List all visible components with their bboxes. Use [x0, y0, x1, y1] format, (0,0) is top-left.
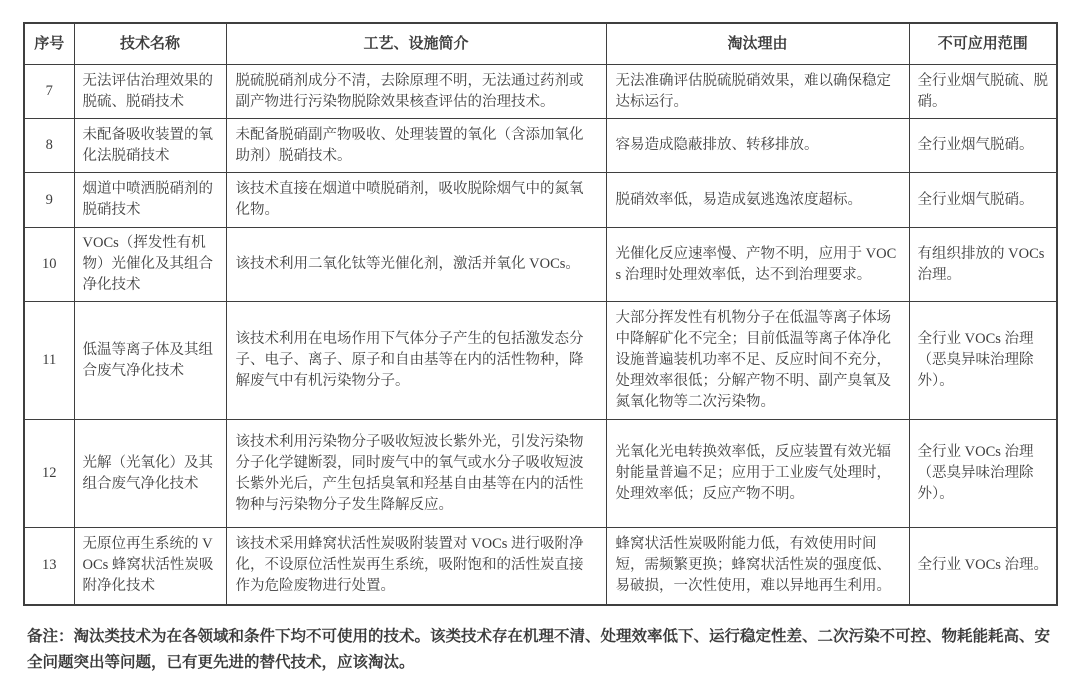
- eliminated-tech-table: [23, 22, 1058, 606]
- cell-name: 烟道中喷洒脱硝剂的脱硝技术: [74, 173, 226, 228]
- table-header-row: [24, 23, 1057, 65]
- table-row: [24, 528, 1057, 605]
- cell-reason: 容易造成隐蔽排放、转移排放。: [606, 119, 909, 173]
- cell-reason: 大部分挥发性有机物分子在低温等离子体场中降解矿化不完全；目前低温等离子体净化设施普遍装机功率不足、反应时间不充分，处理效率很低；分解产物不明、副产臭氧及氮氧化物等二次污染物。: [606, 302, 909, 420]
- cell-no: 7: [24, 65, 74, 119]
- cell-name: VOCs（挥发性有机物）光催化及其组合净化技术: [74, 228, 226, 302]
- cell-scope: 全行业 VOCs 治理（恶臭异味治理除外）。: [909, 302, 1057, 420]
- column-header-elimination-reason: 淘汰理由: [606, 23, 909, 65]
- cell-reason: 无法准确评估脱硫脱硝效果，难以确保稳定达标运行。: [606, 65, 909, 119]
- footnote: [27, 624, 1055, 676]
- table-row: [24, 65, 1057, 119]
- cell-scope: 全行业烟气脱硫、脱硝。: [909, 65, 1057, 119]
- cell-scope: 全行业 VOCs 治理（恶臭异味治理除外）。: [909, 420, 1057, 528]
- cell-no: 11: [24, 302, 74, 420]
- table-body: [24, 65, 1057, 605]
- cell-name: 无法评估治理效果的脱硫、脱硝技术: [74, 65, 226, 119]
- cell-reason: 脱硝效率低，易造成氨逃逸浓度超标。: [606, 173, 909, 228]
- column-header-no: 序号: [24, 23, 74, 65]
- cell-process: 该技术利用污染物分子吸收短波长紫外光，引发污染物分子化学键断裂，同时废气中的氧气或水分子吸收短波长紫外光后，产生包括臭氧和羟基自由基等在内的活性物种与污染物分子发生降解反应。: [226, 420, 606, 528]
- cell-reason: 光催化反应速率慢、产物不明，应用于 VOCs 治理时处理效率低，达不到治理要求。: [606, 228, 909, 302]
- cell-process: 未配备脱硝副产物吸收、处理装置的氧化（含添加氧化助剂）脱硝技术。: [226, 119, 606, 173]
- table-row: [24, 173, 1057, 228]
- cell-no: 9: [24, 173, 74, 228]
- cell-name: 未配备吸收装置的氧化法脱硝技术: [74, 119, 226, 173]
- table-row: [24, 420, 1057, 528]
- cell-scope: 有组织排放的 VOCs 治理。: [909, 228, 1057, 302]
- column-header-nonapplicable-scope: 不可应用范围: [909, 23, 1057, 65]
- cell-reason: 蜂窝状活性炭吸附能力低，有效使用时间短，需频繁更换；蜂窝状活性炭的强度低、易破损，一次性使用，难以异地再生利用。: [606, 528, 909, 605]
- cell-process: 脱硫脱硝剂成分不清，去除原理不明，无法通过药剂或副产物进行污染物脱除效果核查评估的治理技术。: [226, 65, 606, 119]
- cell-name: 无原位再生系统的 VOCs 蜂窝状活性炭吸附净化技术: [74, 528, 226, 605]
- cell-no: 13: [24, 528, 74, 605]
- cell-scope: 全行业 VOCs 治理。: [909, 528, 1057, 605]
- cell-no: 8: [24, 119, 74, 173]
- column-header-process-intro: 工艺、设施简介: [226, 23, 606, 65]
- cell-reason: 光氧化光电转换效率低，反应装置有效光辐射能量普遍不足；应用于工业废气处理时，处理效率低；反应产物不明。: [606, 420, 909, 528]
- footnote-text: 淘汰类技术为在各领域和条件下均不可使用的技术。该类技术存在机理不清、处理效率低下、运行稳定性差、二次污染不可控、物耗能耗高、安全问题突出等问题，已有更先进的替代技术，应该淘汰。: [27, 627, 1051, 671]
- cell-process: 该技术采用蜂窝状活性炭吸附装置对 VOCs 进行吸附净化，不设原位活性炭再生系统，吸附饱和的活性炭直接作为危险废物进行处置。: [226, 528, 606, 605]
- cell-process: 该技术直接在烟道中喷脱硝剂，吸收脱除烟气中的氮氧化物。: [226, 173, 606, 228]
- cell-scope: 全行业烟气脱硝。: [909, 119, 1057, 173]
- cell-name: 低温等离子体及其组合废气净化技术: [74, 302, 226, 420]
- cell-no: 12: [24, 420, 74, 528]
- cell-process: 该技术利用二氧化钛等光催化剂，激活并氧化 VOCs。: [226, 228, 606, 302]
- column-header-tech-name: 技术名称: [74, 23, 226, 65]
- cell-scope: 全行业烟气脱硝。: [909, 173, 1057, 228]
- cell-process: 该技术利用在电场作用下气体分子产生的包括激发态分子、电子、离子、原子和自由基等在内的活性物种，降解废气中有机污染物分子。: [226, 302, 606, 420]
- footnote-label: 备注：: [27, 627, 74, 645]
- table-row: [24, 302, 1057, 420]
- table-row: [24, 228, 1057, 302]
- table-row: [24, 119, 1057, 173]
- cell-name: 光解（光氧化）及其组合废气净化技术: [74, 420, 226, 528]
- cell-no: 10: [24, 228, 74, 302]
